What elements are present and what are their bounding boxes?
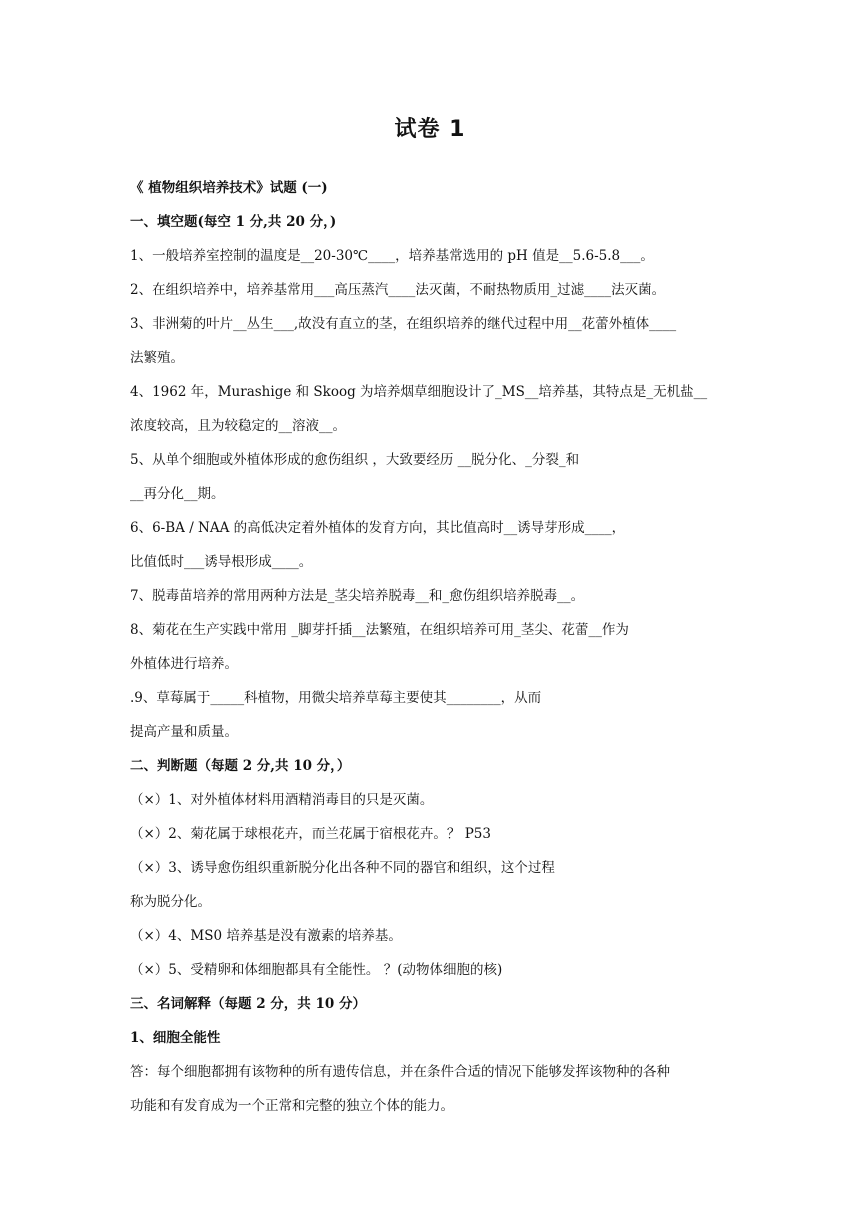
text-line: （×）2、菊花属于球根花卉，而兰花属于宿根花卉。？ P53 xyxy=(130,826,491,842)
text-line: 6、6-BA / NAA 的高低决定着外植体的发育方向，其比值高时__诱导芽形成____， xyxy=(130,520,626,536)
section-heading: 1、细胞全能性 xyxy=(130,1030,221,1046)
text-line: 2、在组织培养中，培养基常用___高压蒸汽____法灭菌，不耐热物质用_过滤____法灭菌。 xyxy=(130,282,666,298)
document-title: 试卷 1 xyxy=(394,117,466,142)
text-line: 功能和有发育成为一个正常和完整的独立个体的能力。 xyxy=(130,1098,454,1114)
text-line: 8、菊花在生产实践中常用 _脚芽扦插__法繁殖，在组织培养可用_茎尖、花蕾__作为 xyxy=(130,622,629,638)
text-line: （×）3、诱导愈伤组织重新脱分化出各种不同的器官和组织，这个过程 xyxy=(130,860,555,876)
text-line: 4、1962 年，Murashige 和 Skoog 为培养烟草细胞设计了_MS__培养基，其特点是_无机盐__ xyxy=(130,384,708,400)
section-heading: 《 植物组织培养技术》试题 (一) xyxy=(130,180,328,196)
text-line: （×）5、受精卵和体细胞都具有全能性。 ？(动物体细胞的核) xyxy=(130,962,503,978)
text-line: .9、草莓属于_____科植物，用微尖培养草莓主要使其________，从而 xyxy=(130,690,542,706)
text-line: 3、非洲菊的叶片__丛生___,故没有直立的茎，在组织培养的继代过程中用__花蕾外植体____ xyxy=(130,316,677,332)
text-line: __再分化__期。 xyxy=(130,486,225,502)
text-line: 1、一般培养室控制的温度是__20-30℃____，培养基常选用的 pH 值是__5.6-5.8___。 xyxy=(130,248,654,264)
text-line: （×）1、对外植体材料用酒精消毒目的只是灭菌。 xyxy=(130,792,434,808)
text-line: 外植体进行培养。 xyxy=(130,656,238,672)
text-line: 5、从单个细胞或外植体形成的愈伤组织 ，大致要经历 __脱分化、_分裂_和 xyxy=(130,452,580,468)
text-line: 比值低时___诱导根形成____。 xyxy=(130,554,313,570)
text-line: 法繁殖。 xyxy=(130,350,184,366)
text-line: 答：每个细胞都拥有该物种的所有遗传信息，并在条件合适的情况下能够发挥该物种的各种 xyxy=(130,1064,670,1080)
text-line: 提高产量和质量。 xyxy=(130,724,238,740)
document-body xyxy=(130,178,750,1130)
text-line: 7、脱毒苗培养的常用两种方法是_茎尖培养脱毒__和_愈伤组织培养脱毒__。 xyxy=(130,588,585,604)
section-heading: 二、判断题（每题 2 分,共 10 分，） xyxy=(130,758,351,774)
text-line: 称为脱分化。 xyxy=(130,894,211,910)
section-heading: 一、填空题(每空 1 分,共 20 分，) xyxy=(130,214,337,230)
text-line: 浓度较高，且为较稳定的__溶液__。 xyxy=(130,418,346,434)
section-heading: 三、名词解释（每题 2 分，共 10 分） xyxy=(130,996,366,1012)
text-line: （×）4、MS0 培养基是没有激素的培养基。 xyxy=(130,928,402,944)
